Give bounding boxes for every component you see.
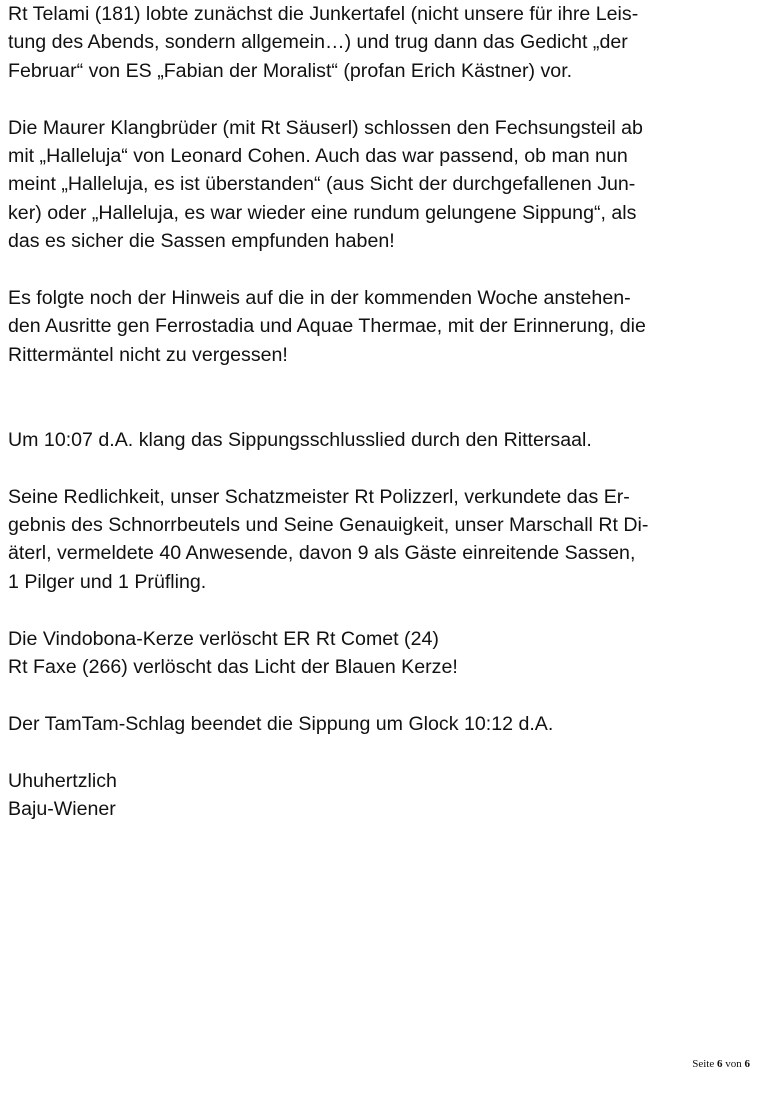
text-line: äterl, vermeldete 40 Anwesende, davon 9 als Gäste einreitende Sassen, xyxy=(8,542,636,565)
text-line: den Ausritte gen Ferrostadia und Aquae Thermae, mit der Erinnerung, die xyxy=(8,315,646,338)
text-line: Um 10:07 d.A. klang das Sippungsschlusslied durch den Rittersaal. xyxy=(8,428,592,451)
text-line: Der TamTam-Schlag beendet die Sippung um Glock 10:12 d.A. xyxy=(8,712,554,735)
paragraph-schatzmeister xyxy=(8,483,760,597)
text-line: Februar“ von ES „Fabian der Moralist“ (profan Erich Kästner) vor. xyxy=(8,59,573,82)
text-line: meint „Halleluja, es ist überstanden“ (aus Sicht der durchgefallenen Jun- xyxy=(8,173,636,196)
text-line: tung des Abends, sondern allgemein…) und trug dann das Gedicht „der xyxy=(8,31,628,54)
text-line: ker) oder „Halleluja, es war wieder eine rundum gelungene Sippung“, als xyxy=(8,201,637,224)
closing-greeting: Uhuhertzlich xyxy=(8,769,117,792)
author-name: Baju-Wiener xyxy=(8,797,116,820)
paragraph-kerzen xyxy=(8,625,760,682)
text-line: mit „Halleluja“ von Leonard Cohen. Auch das war passend, ob man nun xyxy=(8,144,628,167)
current-page-number: 6 xyxy=(717,1058,723,1070)
page-number-footer xyxy=(692,1058,750,1070)
text-line: Rt Faxe (266) verlöscht das Licht der Blauen Kerze! xyxy=(8,656,458,678)
text-line: Rt Telami (181) lobte zunächst die Junkertafel (nicht unsere für ihre Leis- xyxy=(8,3,639,25)
paragraph-telami xyxy=(8,0,760,85)
paragraph-ausritte xyxy=(8,284,760,369)
footer-prefix: Seite xyxy=(692,1058,715,1070)
paragraph-schlusslied xyxy=(8,426,760,454)
text-line: Die Vindobona-Kerze verlöscht ER Rt Comet (24) xyxy=(8,627,439,650)
text-line: Die Maurer Klangbrüder (mit Rt Säuserl) schlossen den Fechsungsteil ab xyxy=(8,116,643,139)
signature-block xyxy=(8,767,760,824)
total-page-count: 6 xyxy=(744,1058,750,1070)
paragraph-klangbrueder xyxy=(8,114,760,256)
text-line: 1 Pilger und 1 Prüfling. xyxy=(8,570,207,593)
text-line: Seine Redlichkeit, unser Schatzmeister Rt Polizzerl, verkundete das Er- xyxy=(8,485,630,508)
text-line: das es sicher die Sassen empfunden haben! xyxy=(8,230,395,253)
footer-separator: von xyxy=(725,1058,742,1070)
text-line: Rittermäntel nicht zu vergessen! xyxy=(8,343,288,366)
document-body xyxy=(8,0,760,823)
text-line: Es folgte noch der Hinweis auf die in der kommenden Woche anstehen- xyxy=(8,286,631,309)
text-line: gebnis des Schnorrbeutels und Seine Genauigkeit, unser Marschall Rt Di- xyxy=(8,514,649,537)
paragraph-tamtam xyxy=(8,710,760,738)
